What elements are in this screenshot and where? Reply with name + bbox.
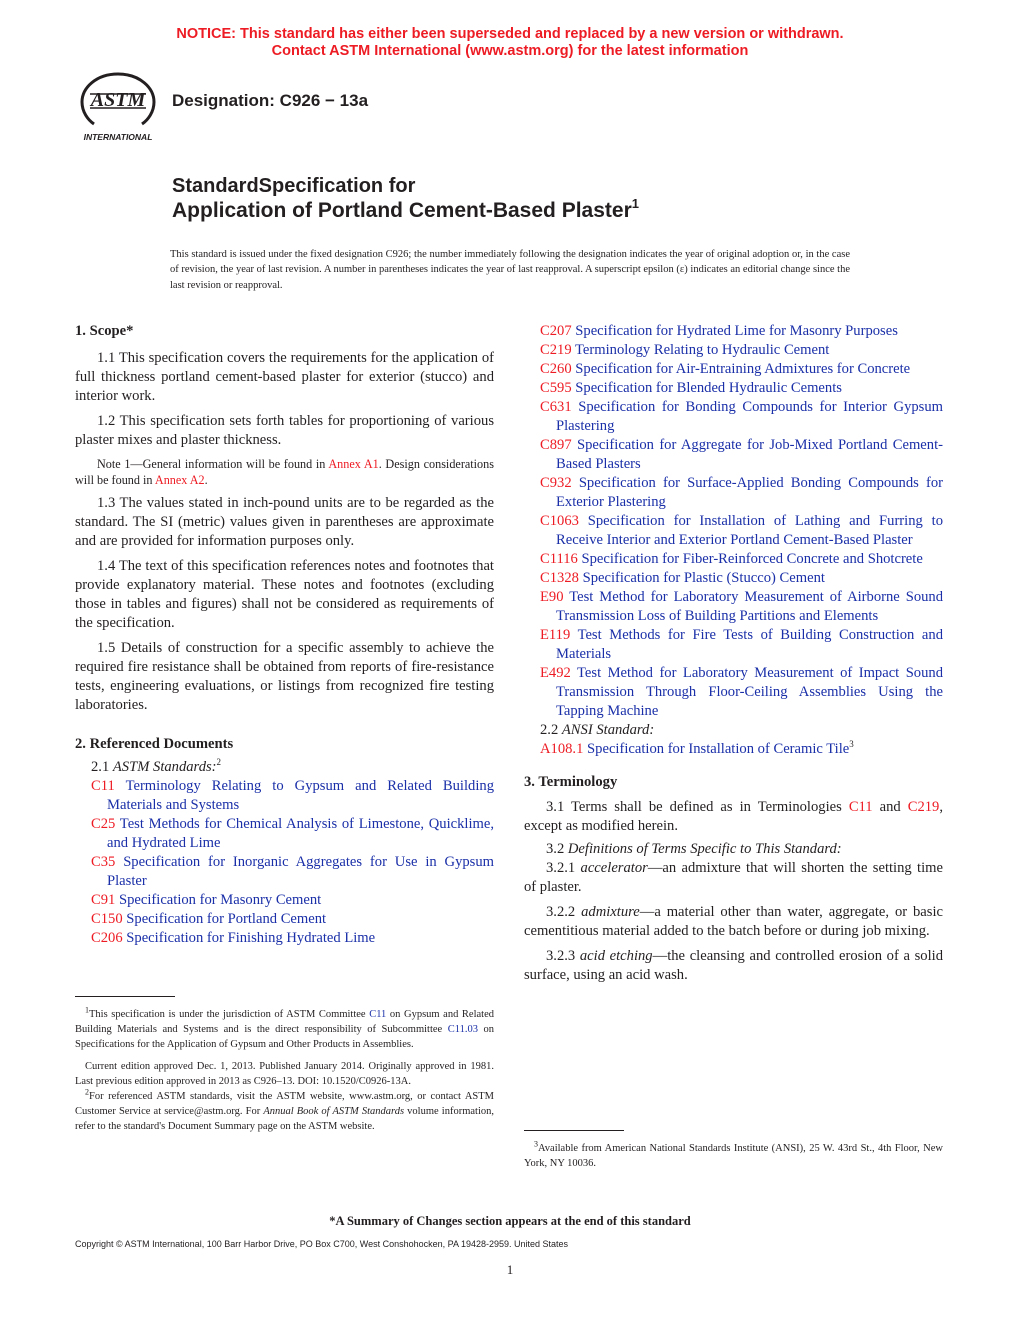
annex-a2-link[interactable]: Annex A2 [154,473,205,487]
reference-title[interactable]: Test Methods for Chemical Analysis of Limestone, Quicklime, and Hydrated Lime [107,816,494,851]
summary-of-changes-note: *A Summary of Changes section appears at the end of this standard [329,1214,691,1228]
note-1-text-b: . Design considerations will be found in [75,457,494,487]
reference-code[interactable]: C1328 [540,570,579,586]
para-3-2 [524,840,943,859]
reference-code[interactable]: C25 [91,816,116,832]
reference-code[interactable]: C595 [540,380,572,396]
reference-code[interactable]: C91 [91,892,116,908]
para-1-2: 1.2 This specification sets forth tables for proportioning of various plaster mixes and plaster thickness. [75,413,494,448]
para-3-1-text-a: 3.1 Terms shall be defined as in Terminologies [546,799,849,815]
reference-title[interactable]: Test Method for Laboratory Measurement of Airborne Sound Transmission Loss of Building Partitions and Elements [556,589,944,624]
reference-title[interactable]: Test Methods for Fire Tests of Building Construction and Materials [556,627,943,662]
reference-code[interactable]: C207 [540,323,572,339]
withdrawal-notice [0,26,1020,60]
notice-line-1: NOTICE: This standard has either been superseded and replaced by a new version or withdrawn. [176,26,844,42]
para-1-3: 1.3 The values stated in inch-pound units are to be regarded as the standard. The SI (metric) values given in parentheses are approximate and are provided for information purposes only. [75,495,494,549]
def-1-text: —an admixture that will shorten the setting time of plaster. [524,860,943,895]
note-1 [75,456,494,488]
footnote-2-text-a: For referenced ASTM standards, visit the ASTM website, www.astm.org, or contact ASTM Customer Service at service@astm.org. For [75,1091,494,1117]
reference-code[interactable]: C219 [540,342,572,358]
astm-label-text: ASTM Standards: [112,759,217,775]
title-line-1: StandardSpecification for [172,175,416,197]
reference-code[interactable]: C150 [91,911,123,927]
para-3-1-text-c: , except as modified herein. [524,799,943,834]
title-footnote-ref[interactable]: 1 [631,196,639,211]
c219-link[interactable]: C219 [907,799,940,815]
reference-title[interactable]: Specification for Installation of Ceramic Tile [587,741,850,757]
reference-c150[interactable] [75,910,494,929]
right-column [524,322,943,991]
footnote-3-text [524,1141,943,1171]
para-1-5: 1.5 Details of construction for a specific assembly to achieve the required fire resistance shall be obtained from reports of fire-resistance tests, engineering evaluations, or listings from recognized fire testing laboratories. [75,640,494,713]
reference-a108-1[interactable] [524,740,943,759]
reference-c1063[interactable] [524,512,943,550]
reference-code[interactable]: E119 [540,627,571,643]
footnote-3-body: Available from American National Standards Institute (ANSI), 25 W. 43rd St., 4th Floor, New York, NY 10036. [524,1143,943,1169]
left-column [75,322,494,948]
reference-c35[interactable] [75,853,494,891]
section-1-heading: 1. Scope* [75,323,134,339]
reference-title[interactable]: Specification for Portland Cement [126,911,327,927]
reference-code[interactable]: C631 [540,399,572,415]
title-text: Application of Portland Cement-Based Plaster [172,199,632,222]
reference-title[interactable]: Specification for Hydrated Lime for Masonry Purposes [575,323,898,339]
reference-c219[interactable] [524,341,943,360]
reference-title[interactable]: Specification for Plastic (Stucco) Cement [582,570,825,586]
reference-c11[interactable] [75,777,494,815]
reference-c932[interactable] [524,474,943,512]
reference-code[interactable]: C35 [91,854,116,870]
reference-title[interactable]: Specification for Inorganic Aggregates for Use in Gypsum Plaster [107,854,494,889]
astm-logo [76,72,160,144]
reference-c631[interactable] [524,398,943,436]
def-3-term: acid etching [579,948,653,964]
note-1-text-c: . [204,473,208,487]
def-2-num: 3.2.2 [546,904,582,920]
definition-admixture [524,903,943,941]
footnote-rule [75,996,175,997]
astm-footnote-ref[interactable]: 2 [216,757,222,768]
reference-c595[interactable] [524,379,943,398]
para-3-1 [524,798,943,836]
reference-title[interactable]: Specification for Aggregate for Job-Mixed Portland Cement-Based Plasters [556,437,943,472]
reference-code[interactable]: C206 [91,930,123,946]
para-3-1-text-b: and [872,799,908,815]
ansi-standard-label [524,721,943,740]
reference-title[interactable]: Test Method for Laboratory Measurement of Impact Sound Transmission Through Floor-Ceiling Assemblies Using the Tapping Machine [556,665,943,719]
left-reference-list [75,777,494,948]
astm-label-num: 2.1 [91,759,113,775]
reference-c91[interactable] [75,891,494,910]
section-3-heading: 3. Terminology [524,774,618,790]
astm-standards-label [75,758,494,777]
footnote-1-text-a: This specification is under the jurisdiction of ASTM Committee [89,1009,370,1020]
reference-code[interactable]: C932 [540,475,572,491]
page-number: 1 [506,1262,514,1277]
ansi-footnote-ref[interactable]: 3 [849,739,854,750]
reference-title[interactable]: Specification for Blended Hydraulic Cements [575,380,842,396]
ansi-label-num: 2.2 [540,722,562,738]
reference-c897[interactable] [524,436,943,474]
footnote-3 [524,1141,943,1171]
reference-title[interactable]: Specification for Surface-Applied Bonding Compounds for Exterior Plastering [556,475,943,510]
footnote-1-edition: Current edition approved Dec. 1, 2013. Published January 2014. Originally approved in 1981. Last previous edition approved in 2013 as C926–13. DOI: 10.1520/C0926-13A. [75,1061,494,1087]
footnote-2-annual-book: Annual Book of ASTM Standards [263,1106,405,1117]
definition-acid-etching [524,947,943,985]
reference-title[interactable]: Specification for Finishing Hydrated Lime [126,930,376,946]
footnote-rule-right [524,1130,624,1131]
reference-title[interactable]: Specification for Air-Entraining Admixtures for Concrete [575,361,911,377]
reference-c25[interactable] [75,815,494,853]
reference-c1328[interactable] [524,569,943,588]
reference-code[interactable]: C897 [540,437,572,453]
reference-e119[interactable] [524,626,943,664]
reference-title[interactable]: Specification for Fiber-Reinforced Concrete and Shotcrete [581,551,923,567]
reference-c206[interactable] [75,929,494,948]
para-3-2-text: Definitions of Terms Specific to This Standard: [567,841,842,857]
reference-code[interactable]: C1063 [540,513,579,529]
reference-c1116[interactable] [524,550,943,569]
footnote-1 [75,1007,494,1052]
designation: Designation: C926 − 13a [172,91,369,110]
reference-title[interactable]: Specification for Installation of Lathing and Furring to Receive Interior and Exterior Portland Cement-Based Plaster [556,513,943,548]
def-2-term: admixture [581,904,640,920]
reference-c207[interactable] [524,322,943,341]
notice-line-2: Contact ASTM International (www.astm.org) for the latest information [271,43,749,59]
section-2-heading: 2. Referenced Documents [75,736,234,752]
reference-e90[interactable] [524,588,943,626]
reference-e492[interactable] [524,664,943,721]
reference-code[interactable]: C1116 [540,551,578,567]
reference-title[interactable]: Specification for Bonding Compounds for Interior Gypsum Plastering [556,399,943,434]
footnotes-right [524,1130,943,1171]
subcommittee-c11-03-link[interactable]: C11.03 [447,1024,478,1035]
astm-logo-mark [76,72,160,144]
footnote-1-text-c: on Specifications for the Application of Gypsum and Other Products in Assemblies. [75,1024,495,1050]
ansi-label-text: ANSI Standard: [561,722,655,738]
note-1-text-a: Note 1—General information will be found in [97,457,329,471]
copyright: Copyright © ASTM International, 100 Barr Harbor Drive, PO Box C700, West Conshohocken, PA 19428-2959. United States [75,1239,569,1249]
issued-note: This standard is issued under the fixed designation C926; the number immediately following the designation indicates the year of original adoption or, in the case of revision, the year of last revision. A number in parentheses indicates the year of last reapproval. A superscript epsilon (ε) indicates an editorial change since the last revision or reapproval. [170,249,850,291]
reference-code[interactable]: C11 [91,778,115,794]
reference-code[interactable]: C260 [540,361,572,377]
committee-c11-link[interactable]: C11 [369,1009,387,1020]
para-1-1: 1.1 This specification covers the requirements for the application of full thickness portland cement-based plaster for exterior (stucco) and interior work. [75,350,494,404]
right-reference-list [524,322,943,721]
definition-accelerator [524,859,943,897]
para-1-4: 1.4 The text of this specification references notes and footnotes that provide explanatory material. These notes and footnotes (excluding those in tables and figures) shall not be considered as requirements of the specification. [75,558,494,631]
footnote-2-text-b: volume information, refer to the standard's Document Summary page on the ASTM website. [75,1106,494,1132]
footnotes-left [75,996,494,1134]
footnote-2 [75,1089,494,1134]
reference-code[interactable]: E492 [540,665,571,681]
reference-code[interactable]: E90 [540,589,564,605]
def-1-num: 3.2.1 [546,860,581,876]
footnote-3-marker: 3 [534,1139,538,1149]
reference-title[interactable]: Specification for Masonry Cement [118,892,322,908]
def-1-term: accelerator [580,860,648,876]
footnote-2-marker: 2 [85,1087,89,1097]
para-3-2-num: 3.2 [546,841,568,857]
c11-link[interactable]: C11 [848,799,873,815]
reference-title[interactable]: Terminology Relating to Gypsum and Related Building Materials and Systems [107,778,494,813]
logo-subtext: INTERNATIONAL [83,132,153,142]
def-2-text: —a material other than water, aggregate, or basic cementitious material added to the batch before or during job mixing. [524,904,943,939]
footnote-1-text-b: on Gypsum and Related Building Materials and Systems and is the direct responsibility of Subcommittee [75,1009,494,1035]
logo-letters: ASTM [90,89,146,111]
footnote-1-marker: 1 [85,1005,89,1015]
def-3-text: —the cleansing and controlled erosion of a solid surface, using an acid wash. [524,948,943,983]
def-3-num: 3.2.3 [546,948,580,964]
footnote-block [75,1007,494,1134]
reference-code[interactable]: A108.1 [540,741,584,757]
title-line-2 [172,196,639,223]
annex-a1-link[interactable]: Annex A1 [328,457,379,471]
reference-title[interactable]: Terminology Relating to Hydraulic Cement [575,342,830,358]
reference-c260[interactable] [524,360,943,379]
